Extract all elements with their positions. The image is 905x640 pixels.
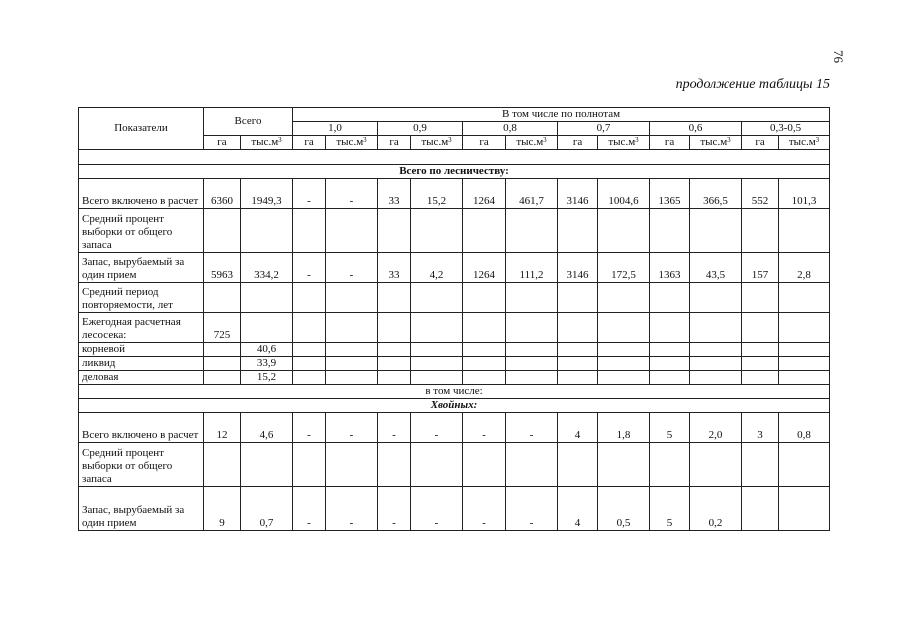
table-cell — [378, 357, 411, 371]
header-unit-volume: $тыс.м^3$ — [506, 136, 558, 150]
table-cell: - — [293, 487, 326, 531]
row-label: ликвид — [79, 357, 204, 371]
table-cell — [378, 209, 411, 253]
header-unit-volume: $тыс.м^3$ — [241, 136, 293, 150]
table-row — [79, 413, 830, 443]
table-cell — [650, 283, 690, 313]
table-cell — [506, 209, 558, 253]
table-row — [79, 179, 830, 209]
table-row — [79, 283, 830, 313]
table-cell: 40,6 — [241, 343, 293, 357]
table-cell — [598, 313, 650, 343]
table-cell: - — [463, 487, 506, 531]
table-cell — [690, 313, 742, 343]
table-cell: 3 — [742, 413, 779, 443]
table-row — [79, 357, 830, 371]
table-cell: 1,8 — [598, 413, 650, 443]
table-cell: 4,6 — [241, 413, 293, 443]
table-cell — [690, 371, 742, 385]
table-cell: 33 — [378, 253, 411, 283]
table-cell: 4 — [558, 487, 598, 531]
table-cell — [742, 343, 779, 357]
table-cell — [378, 283, 411, 313]
table-cell: 3146 — [558, 253, 598, 283]
table-cell: 334,2 — [241, 253, 293, 283]
table-cell — [326, 443, 378, 487]
table-cell — [506, 443, 558, 487]
table-cell: 366,5 — [690, 179, 742, 209]
table-cell: - — [411, 487, 463, 531]
table-cell — [779, 487, 830, 531]
table-cell: 157 — [742, 253, 779, 283]
row-label: корневой — [79, 343, 204, 357]
table-cell — [742, 283, 779, 313]
table-cell — [204, 283, 241, 313]
table-cell — [241, 313, 293, 343]
table-cell — [558, 357, 598, 371]
table-cell: 33 — [378, 179, 411, 209]
table-cell — [411, 209, 463, 253]
section-conifers — [79, 399, 830, 413]
row-label: Запас, вырубаемый за один прием — [79, 487, 204, 531]
row-label: Средний процент выборки от общего запаса — [79, 209, 204, 253]
table-cell — [463, 313, 506, 343]
table-cell: 725 — [204, 313, 241, 343]
table-cell — [411, 313, 463, 343]
table-cell: - — [463, 413, 506, 443]
table-cell: - — [293, 179, 326, 209]
table-cell: 3146 — [558, 179, 598, 209]
table-cell: 552 — [742, 179, 779, 209]
row-label: Всего включено в расчет — [79, 179, 204, 209]
page-number: 76 — [831, 50, 846, 63]
header-unit-ha: га — [650, 136, 690, 150]
table-cell — [558, 209, 598, 253]
table-cell — [598, 283, 650, 313]
table-cell — [326, 343, 378, 357]
table-cell — [293, 283, 326, 313]
table-cell — [463, 371, 506, 385]
row-label: Ежегодная расчетная лесосека: — [79, 313, 204, 343]
table-cell — [506, 371, 558, 385]
table-cell — [650, 343, 690, 357]
table-cell — [650, 209, 690, 253]
table-cell: 4 — [558, 413, 598, 443]
data-table — [78, 107, 830, 531]
table-cell — [558, 443, 598, 487]
table-row — [79, 313, 830, 343]
table-cell — [411, 357, 463, 371]
table-cell: 5963 — [204, 253, 241, 283]
table-cell — [598, 209, 650, 253]
table-cell — [598, 357, 650, 371]
table-cell — [598, 343, 650, 357]
table-cell: 15,2 — [411, 179, 463, 209]
table-cell: 0,8 — [779, 413, 830, 443]
table-cell — [463, 283, 506, 313]
table-cell — [241, 209, 293, 253]
header-density-1: 0,9 — [378, 122, 463, 136]
table-cell: 12 — [204, 413, 241, 443]
header-density-2: 0,8 — [463, 122, 558, 136]
table-cell — [690, 443, 742, 487]
table-cell: - — [326, 413, 378, 443]
table-cell — [779, 313, 830, 343]
table-cell — [326, 283, 378, 313]
table-cell — [742, 371, 779, 385]
table-row — [79, 371, 830, 385]
table-row — [79, 253, 830, 283]
table-cell — [650, 313, 690, 343]
table-cell — [293, 443, 326, 487]
table-cell: 9 — [204, 487, 241, 531]
table-cell — [506, 343, 558, 357]
row-label: Запас, вырубаемый за один прием — [79, 253, 204, 283]
table-cell: 1365 — [650, 179, 690, 209]
table-cell — [558, 371, 598, 385]
table-cell — [506, 283, 558, 313]
table-cell — [779, 357, 830, 371]
table-cell — [241, 443, 293, 487]
table-cell — [779, 443, 830, 487]
table-continuation-caption: продолжение таблицы 15 — [675, 77, 830, 92]
header-density-0: 1,0 — [293, 122, 378, 136]
header-indicators: Показатели — [79, 108, 204, 150]
table-cell — [742, 209, 779, 253]
header-density-5: 0,3-0,5 — [742, 122, 830, 136]
section-forestry — [79, 165, 830, 179]
table-cell — [690, 283, 742, 313]
table-cell: 1949,3 — [241, 179, 293, 209]
table-cell — [293, 357, 326, 371]
table-cell — [779, 209, 830, 253]
header-unit-ha: га — [463, 136, 506, 150]
table-cell: 172,5 — [598, 253, 650, 283]
header-total: Всего — [204, 108, 293, 136]
header-unit-ha: га — [293, 136, 326, 150]
table-row — [79, 487, 830, 531]
table-cell — [204, 357, 241, 371]
table-cell — [463, 209, 506, 253]
table-cell — [650, 443, 690, 487]
table-cell — [690, 357, 742, 371]
table-cell — [742, 443, 779, 487]
header-density-4: 0,6 — [650, 122, 742, 136]
table-cell — [326, 313, 378, 343]
table-cell — [204, 371, 241, 385]
table-cell: - — [378, 487, 411, 531]
header-unit-ha: га — [378, 136, 411, 150]
table-cell — [558, 283, 598, 313]
table-cell — [506, 313, 558, 343]
header-row-1 — [79, 108, 830, 122]
table-cell: 1004,6 — [598, 179, 650, 209]
table-cell — [779, 283, 830, 313]
table-row — [79, 209, 830, 253]
header-unit-volume: $тыс.м^3$ — [326, 136, 378, 150]
row-label: Средний период повторяемости, лет — [79, 283, 204, 313]
header-density-3: 0,7 — [558, 122, 650, 136]
table-cell — [463, 343, 506, 357]
table-cell — [293, 313, 326, 343]
table-cell — [378, 371, 411, 385]
table-cell — [558, 313, 598, 343]
table-cell — [293, 343, 326, 357]
table-cell — [650, 357, 690, 371]
section-conifers-title: Хвойных: — [79, 399, 830, 413]
row-label: Средний процент выборки от общего запаса — [79, 443, 204, 487]
table-cell: - — [326, 253, 378, 283]
table-cell: 101,3 — [779, 179, 830, 209]
table-cell — [293, 209, 326, 253]
table-cell — [690, 209, 742, 253]
table-cell — [378, 443, 411, 487]
table-row — [79, 443, 830, 487]
table-cell: - — [378, 413, 411, 443]
table-cell — [779, 343, 830, 357]
header-unit-ha: га — [558, 136, 598, 150]
table-cell — [204, 343, 241, 357]
table-cell — [204, 209, 241, 253]
table-cell — [411, 343, 463, 357]
table-cell — [598, 371, 650, 385]
table-cell: 0,5 — [598, 487, 650, 531]
table-cell: - — [326, 487, 378, 531]
table-cell — [742, 357, 779, 371]
table-cell: - — [326, 179, 378, 209]
table-cell: 1363 — [650, 253, 690, 283]
table-cell — [742, 313, 779, 343]
header-by-density: В том числе по полнотам — [293, 108, 830, 122]
table-cell: 4,2 — [411, 253, 463, 283]
table-cell — [204, 443, 241, 487]
table-cell — [378, 343, 411, 357]
table-cell — [241, 283, 293, 313]
table-cell: 5 — [650, 413, 690, 443]
table-cell: - — [506, 487, 558, 531]
table-cell: 0,2 — [690, 487, 742, 531]
table-cell: 5 — [650, 487, 690, 531]
table-cell: 15,2 — [241, 371, 293, 385]
table-cell: - — [293, 413, 326, 443]
section-including-title: в том числе: — [79, 385, 830, 399]
table-cell: 1264 — [463, 179, 506, 209]
row-label: деловая — [79, 371, 204, 385]
table-row — [79, 343, 830, 357]
section-including — [79, 385, 830, 399]
table-cell: - — [506, 413, 558, 443]
header-unit-volume: $тыс.м^3$ — [598, 136, 650, 150]
table-cell — [463, 443, 506, 487]
table-cell — [326, 209, 378, 253]
table-cell — [411, 371, 463, 385]
table-cell — [293, 371, 326, 385]
table-cell: 0,7 — [241, 487, 293, 531]
table-cell: 6360 — [204, 179, 241, 209]
table-cell: 111,2 — [506, 253, 558, 283]
table-cell: 1264 — [463, 253, 506, 283]
table-cell: 2,8 — [779, 253, 830, 283]
section-forestry-title: Всего по лесничеству: — [79, 165, 830, 179]
table-cell — [326, 357, 378, 371]
row-label: Всего включено в расчет — [79, 413, 204, 443]
table-cell — [558, 343, 598, 357]
table-cell: 33,9 — [241, 357, 293, 371]
table-cell: - — [411, 413, 463, 443]
table-cell — [326, 371, 378, 385]
header-unit-volume: $тыс.м^3$ — [411, 136, 463, 150]
table-cell — [411, 283, 463, 313]
table-cell — [690, 343, 742, 357]
table-cell: 43,5 — [690, 253, 742, 283]
table-cell: 461,7 — [506, 179, 558, 209]
table-cell — [650, 371, 690, 385]
header-unit-ha: га — [742, 136, 779, 150]
table-cell: 2,0 — [690, 413, 742, 443]
table-cell — [463, 357, 506, 371]
table-cell — [779, 371, 830, 385]
table-cell — [378, 313, 411, 343]
table-cell — [506, 357, 558, 371]
table-cell — [411, 443, 463, 487]
header-unit-ha: га — [204, 136, 241, 150]
table-cell — [742, 487, 779, 531]
header-unit-volume: $тыс.м^3$ — [690, 136, 742, 150]
table-cell — [598, 443, 650, 487]
header-unit-volume: $тыс.м^3$ — [779, 136, 830, 150]
table-cell: - — [293, 253, 326, 283]
blank-row — [79, 150, 830, 165]
